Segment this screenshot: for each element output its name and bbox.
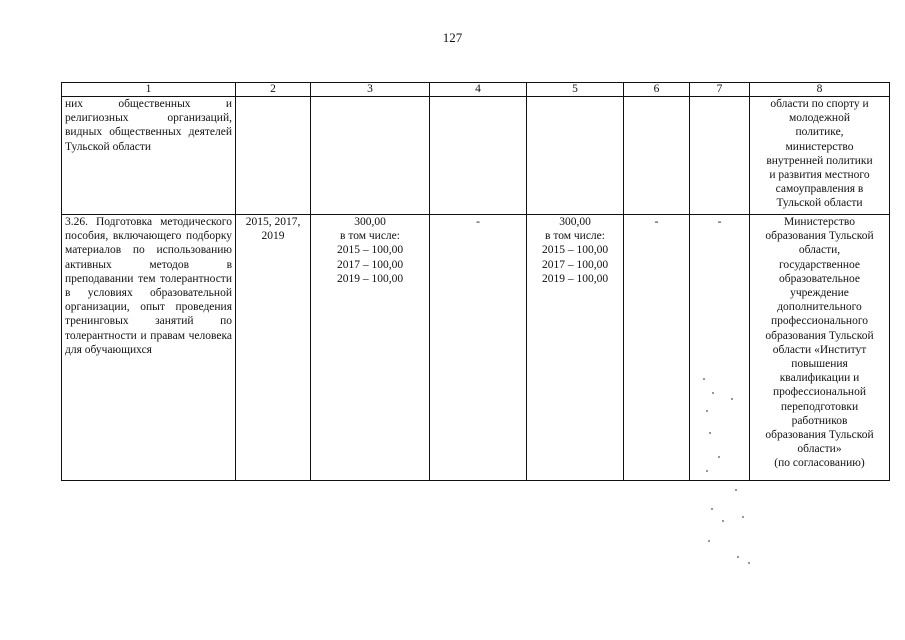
cell-activity-continued: них общественных и религиозных организаций, видных общественных деятелей Тульской области bbox=[62, 97, 236, 215]
page-number: 127 bbox=[442, 30, 463, 45]
executor-line: образования Тульской bbox=[765, 329, 874, 342]
cell-local-funding: - bbox=[624, 215, 690, 481]
executor-line: работников bbox=[791, 414, 848, 427]
cell-years bbox=[236, 215, 311, 481]
header-col-2: 2 bbox=[236, 83, 311, 97]
funding-line: 2019 – 100,00 bbox=[336, 272, 404, 285]
executor-line: молодежной bbox=[789, 112, 850, 125]
executor-line: области» bbox=[797, 443, 842, 456]
cell-other-funding: - bbox=[690, 215, 750, 481]
table-row-continued bbox=[62, 97, 890, 215]
header-col-8: 8 bbox=[750, 83, 890, 97]
header-col-4: 4 bbox=[430, 83, 527, 97]
plan-table bbox=[61, 82, 890, 481]
executor-line: области, bbox=[798, 244, 841, 257]
cell-federal-funding: - bbox=[430, 215, 527, 481]
executor-line: образовательное bbox=[778, 272, 861, 285]
executor-line: области по спорту и bbox=[770, 98, 869, 110]
cell-empty bbox=[527, 97, 624, 215]
cell-regional-funding bbox=[527, 215, 624, 481]
executor-line: государственное bbox=[778, 258, 861, 271]
cell-empty bbox=[430, 97, 527, 215]
executor-line: квалификации и bbox=[779, 372, 860, 385]
executor-line: Министерство bbox=[784, 216, 855, 228]
executor-line: профессиональной bbox=[772, 386, 866, 399]
header-col-6: 6 bbox=[624, 83, 690, 97]
years-line: 2019 bbox=[261, 230, 285, 243]
executor-line: дополнительного bbox=[777, 301, 862, 314]
executor-line: внутренней политики bbox=[766, 154, 873, 167]
executor-line: политике, bbox=[795, 126, 844, 139]
executor-line: образования Тульской bbox=[765, 230, 874, 243]
funding-line: в том числе: bbox=[545, 230, 605, 243]
funding-line: 300,00 bbox=[559, 216, 591, 228]
funding-line: 2015 – 100,00 bbox=[541, 244, 609, 257]
funding-line: 300,00 bbox=[354, 216, 386, 228]
funding-line: 2017 – 100,00 bbox=[336, 258, 404, 271]
executor-line: самоуправления в bbox=[775, 183, 864, 196]
funding-line: 2015 – 100,00 bbox=[336, 244, 404, 257]
executor-line: Тульской области bbox=[776, 197, 863, 210]
header-col-1: 1 bbox=[62, 83, 236, 97]
funding-line: 2017 – 100,00 bbox=[541, 258, 609, 271]
cell-empty bbox=[690, 97, 750, 215]
header-col-7: 7 bbox=[690, 83, 750, 97]
executor-line: (по согласованию) bbox=[774, 457, 865, 470]
header-col-5: 5 bbox=[527, 83, 624, 97]
header-col-3: 3 bbox=[311, 83, 430, 97]
executor-line: образования Тульской bbox=[765, 429, 874, 442]
table-row-3-26 bbox=[62, 215, 890, 481]
executor-line: области «Институт bbox=[772, 343, 867, 356]
executor-line: и развития местного bbox=[769, 169, 870, 182]
executor-line: повышения bbox=[791, 358, 848, 371]
executor-line: учреждение bbox=[790, 287, 849, 300]
cell-empty bbox=[624, 97, 690, 215]
cell-total-funding bbox=[311, 215, 430, 481]
years-line: 2015, 2017, bbox=[245, 216, 301, 228]
cell-executor bbox=[750, 215, 890, 481]
funding-line: 2019 – 100,00 bbox=[541, 272, 609, 285]
cell-empty bbox=[236, 97, 311, 215]
cell-executor-continued bbox=[750, 97, 890, 215]
cell-empty bbox=[311, 97, 430, 215]
cell-activity: 3.26. Подготовка методического пособия, включающего подборку материалов по использованию активных методов в преподавании тем толерантности в условиях образовательной организации, опыт проведения тренинговых занятий по толерантности и правам человека для обучающихся bbox=[62, 215, 236, 481]
executor-line: профессионального bbox=[770, 315, 869, 328]
executor-line: министерство bbox=[785, 140, 854, 153]
header-row bbox=[62, 83, 890, 97]
funding-line: в том числе: bbox=[340, 230, 400, 243]
executor-line: переподготовки bbox=[780, 400, 859, 413]
